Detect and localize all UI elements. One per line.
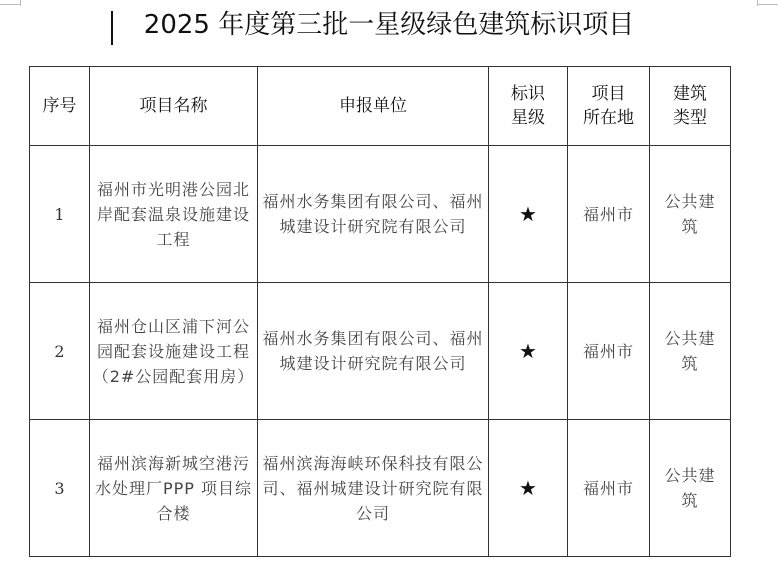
- header-index: 序号: [30, 67, 90, 146]
- cell-index: 3: [30, 420, 90, 557]
- cell-building-type: 公共建筑: [650, 420, 731, 557]
- cell-project-name: 福州仓山区浦下河公园配套设施建设工程（2#公园配套用房）: [90, 283, 258, 420]
- header-level: 标识 星级: [489, 67, 568, 146]
- header-name: 项目名称: [90, 67, 258, 146]
- cell-applicant-unit: 福州水务集团有限公司、福州城建设计研究院有限公司: [258, 283, 489, 420]
- cell-location: 福州市: [568, 420, 650, 557]
- cell-building-type: 公共建筑: [650, 146, 731, 283]
- cell-index: 1: [30, 146, 90, 283]
- cell-location: 福州市: [568, 283, 650, 420]
- table-row: [30, 146, 731, 283]
- table-row: [30, 283, 731, 420]
- header-type: 建筑 类型: [650, 67, 731, 146]
- cell-location: 福州市: [568, 146, 650, 283]
- document-title: 2025 年度第三批一星级绿色建筑标识项目: [143, 10, 635, 40]
- header-unit: 申报单位: [258, 67, 489, 146]
- project-table: [29, 66, 731, 557]
- table-header-row: [30, 67, 731, 146]
- cell-index: 2: [30, 283, 90, 420]
- table-row: [30, 420, 731, 557]
- header-location: 项目 所在地: [568, 67, 650, 146]
- cell-applicant-unit: 福州水务集团有限公司、福州城建设计研究院有限公司: [258, 146, 489, 283]
- cell-project-name: 福州市光明港公园北岸配套温泉设施建设工程: [90, 146, 258, 283]
- cell-star-level: ★: [489, 283, 568, 420]
- cell-applicant-unit: 福州滨海海峡环保科技有限公司、福州城建设计研究院有限公司: [258, 420, 489, 557]
- cell-project-name: 福州滨海新城空港污水处理厂PPP 项目综合楼: [90, 420, 258, 557]
- cell-star-level: ★: [489, 146, 568, 283]
- text-cursor: [111, 11, 113, 45]
- cell-building-type: 公共建筑: [650, 283, 731, 420]
- cell-star-level: ★: [489, 420, 568, 557]
